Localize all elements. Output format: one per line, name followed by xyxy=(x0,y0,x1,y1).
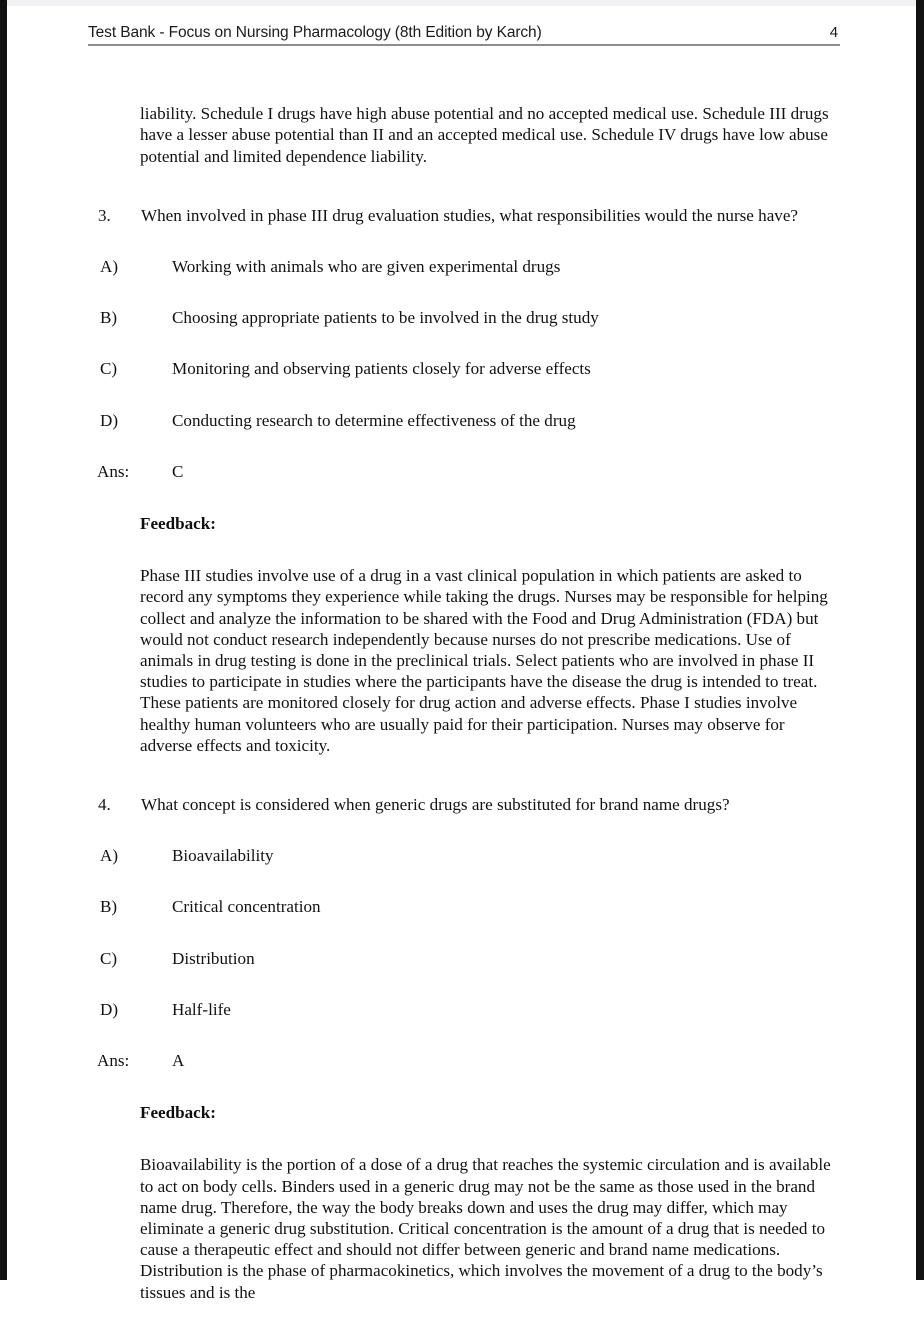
document-body xyxy=(7,86,916,1320)
page-header-row xyxy=(88,24,840,44)
option-text: Distribution xyxy=(172,948,255,968)
option-text: Monitoring and observing patients closely for adverse effects xyxy=(172,359,591,379)
answer-option-c[interactable] xyxy=(7,358,916,379)
page-title: Test Bank - Focus on Nursing Pharmacology (8th Edition by Karch) xyxy=(88,24,542,41)
answer-option-b[interactable] xyxy=(7,896,916,917)
option-letter: A) xyxy=(100,256,119,276)
question-number: 4. xyxy=(98,794,111,814)
answer-option-a[interactable] xyxy=(7,845,916,866)
option-letter: B) xyxy=(100,897,118,917)
question-text: When involved in phase III drug evaluation studies, what responsibilities would the nurse have? xyxy=(141,205,798,225)
continued-paragraph: liability. Schedule I drugs have high abuse potential and no accepted medical use. Schedule III drugs have a lesser abuse potential than II and an accepted medical use. Schedule IV drugs have low abuse potential and limited dependence liability. xyxy=(140,104,829,166)
question-stem-row xyxy=(7,205,916,226)
option-letter: B) xyxy=(100,308,118,328)
answer-option-c[interactable] xyxy=(7,948,916,969)
question-block xyxy=(7,205,916,756)
header-rule xyxy=(88,44,840,46)
option-text: Critical concentration xyxy=(172,897,321,917)
scan-edge-left xyxy=(0,0,7,1280)
option-letter: C) xyxy=(100,948,118,968)
question-text: What concept is considered when generic drugs are substituted for brand name drugs? xyxy=(141,794,730,814)
option-text: Working with animals who are given experimental drugs xyxy=(172,256,561,276)
answer-value: C xyxy=(172,461,184,481)
answer-label: Ans: xyxy=(97,1050,130,1070)
option-letter: D) xyxy=(100,999,119,1019)
option-text: Half-life xyxy=(172,999,231,1019)
answer-option-b[interactable] xyxy=(7,307,916,328)
feedback-text: Bioavailability is the portion of a dose of a drug that reaches the systemic circulation and is available to act on body cells. Binders used in a generic drug may not be the same as those used in the brand name drug. Therefore, the way the body breaks down and uses the drug may differ, which may eliminate a generic drug substitution. Critical concentration is the amount of a drug that is needed to cause a therapeutic effect and should not differ between generic and brand name medications. Distribution is the phase of pharmacokinetics, which involves the movement of a drug to the body’s tissues and is the xyxy=(140,1155,831,1302)
question-number: 3. xyxy=(98,205,111,225)
document-page xyxy=(7,6,916,1302)
option-text: Choosing appropriate patients to be involved in the drug study xyxy=(172,308,599,328)
option-text: Bioavailability xyxy=(172,846,274,866)
answer-row xyxy=(7,461,916,482)
page-header xyxy=(88,24,840,46)
scan-edge-right xyxy=(916,0,924,1280)
answer-row xyxy=(7,1050,916,1071)
answer-option-d[interactable] xyxy=(7,999,916,1020)
feedback-heading: Feedback: xyxy=(140,513,216,533)
option-text: Conducting research to determine effectiveness of the drug xyxy=(172,410,576,430)
option-letter: D) xyxy=(100,410,119,430)
feedback-text: Phase III studies involve use of a drug in a vast clinical population in which patients are asked to record any symptoms they experience while taking the drugs. Nurses may be responsible for helping collect and analyze the information to be shared with the Food and Drug Administration (FDA) but would not conduct research independently because nurses do not prescribe medications. Use of animals in drug testing is done in the preclinical trials. Select patients who are involved in phase II studies to participate in studies where the participants have the disease the drug is intended to treat. These patients are monitored closely for drug action and adverse effects. Phase I studies involve healthy human volunteers who are usually paid for their participation. Nurses may observe for adverse effects and toxicity. xyxy=(140,566,828,755)
option-letter: C) xyxy=(100,359,118,379)
page-number: 4 xyxy=(829,24,838,41)
feedback-heading: Feedback: xyxy=(140,1103,216,1123)
question-block xyxy=(7,794,916,1303)
answer-value: A xyxy=(172,1050,185,1070)
answer-option-a[interactable] xyxy=(7,256,916,277)
answer-option-d[interactable] xyxy=(7,410,916,431)
option-letter: A) xyxy=(100,846,119,866)
answer-label: Ans: xyxy=(97,461,130,481)
question-stem-row xyxy=(7,794,916,815)
